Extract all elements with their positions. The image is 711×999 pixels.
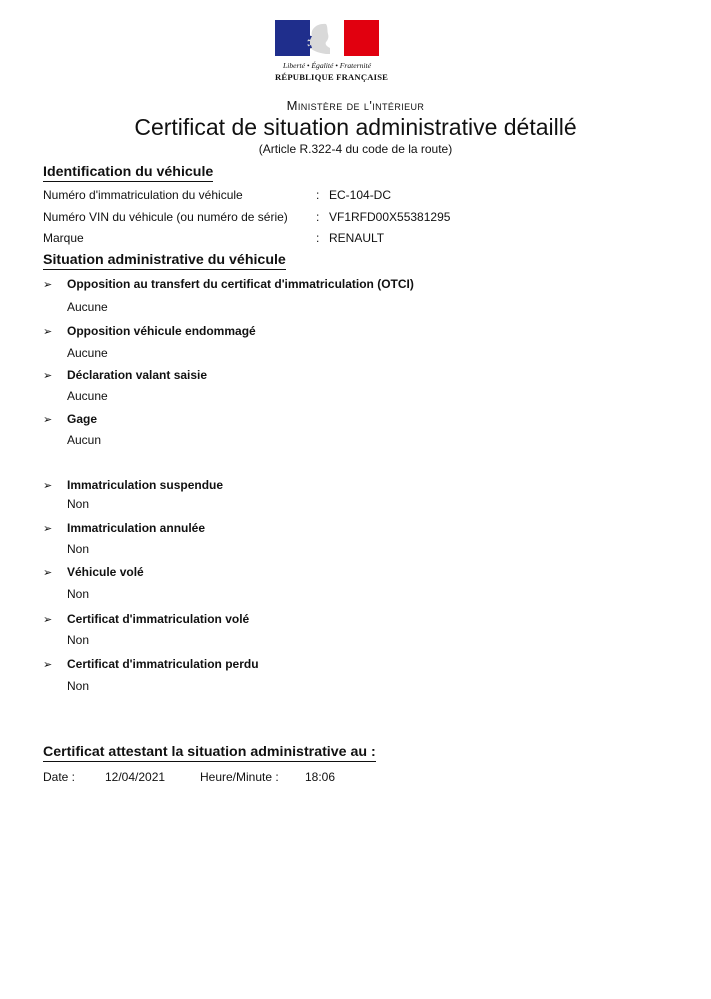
info-separator: : [316,210,320,224]
arrow-bullet-icon: ➢ [43,370,53,382]
situation-item-title: ➢ Opposition véhicule endommagé [43,324,256,338]
document-title: Certificat de situation administrative détaillé [134,114,577,140]
info-label: Numéro d'immatriculation du véhicule [43,188,243,202]
info-label: Marque [43,231,84,245]
marianne-flag-icon [275,20,379,56]
situation-item-title: ➢ Véhicule volé [43,565,144,579]
info-value: RENAULT [329,231,385,245]
ministry-name: Ministère de l'intérieur [286,98,425,113]
arrow-bullet-icon: ➢ [43,567,53,579]
situation-item-value: Non [67,542,90,556]
info-value: VF1RFD00X55381295 [329,210,451,224]
situation-item-title: ➢ Certificat d'immatriculation perdu [43,657,259,671]
situation-item-value: Non [67,679,90,693]
info-label: Numéro VIN du véhicule (ou numéro de série) [43,210,288,224]
info-separator: : [316,188,320,202]
situation-item-value: Non [67,587,90,601]
certificate-heading: Certificat attestant la situation administrative au : [43,744,376,760]
situation-item-value: Non [67,497,90,511]
situation-item-value: Non [67,633,90,647]
time-label: Heure/Minute : [200,770,279,784]
situation-item-title: ➢ Immatriculation annulée [43,521,206,535]
republique-francaise-logo [275,20,389,82]
arrow-bullet-icon: ➢ [43,614,53,626]
situation-item-value: Aucune [67,346,108,360]
republic-motto: Liberté • Égalité • Fraternité [283,61,371,70]
situation-item-value: Aucun [67,433,102,447]
time-value: 18:06 [305,770,336,784]
date-value: 12/04/2021 [105,770,166,784]
arrow-bullet-icon: ➢ [43,279,53,291]
arrow-bullet-icon: ➢ [43,659,53,671]
arrow-bullet-icon: ➢ [43,414,53,426]
situation-item-value: Aucune [67,389,108,403]
situation-item-title: ➢ Immatriculation suspendue [43,478,224,492]
info-value: EC-104-DC [329,188,392,202]
situation-heading: Situation administrative du véhicule [43,252,286,268]
arrow-bullet-icon: ➢ [43,480,53,492]
situation-item-value: Aucune [67,300,108,314]
situation-item-title: ➢ Gage [43,412,98,426]
situation-item-title: ➢ Déclaration valant saisie [43,368,208,382]
situation-item-title: ➢ Certificat d'immatriculation volé [43,612,250,626]
date-label: Date : [43,770,76,784]
info-separator: : [316,231,320,245]
identification-heading: Identification du véhicule [43,164,214,180]
situation-item-title: ➢ Opposition au transfert du certificat d'immatriculation (OTCI) [43,277,414,291]
republic-name: RÉPUBLIQUE FRANÇAISE [275,72,389,82]
document-subtitle: (Article R.322-4 du code de la route) [258,142,453,156]
arrow-bullet-icon: ➢ [43,326,53,338]
arrow-bullet-icon: ➢ [43,523,53,535]
